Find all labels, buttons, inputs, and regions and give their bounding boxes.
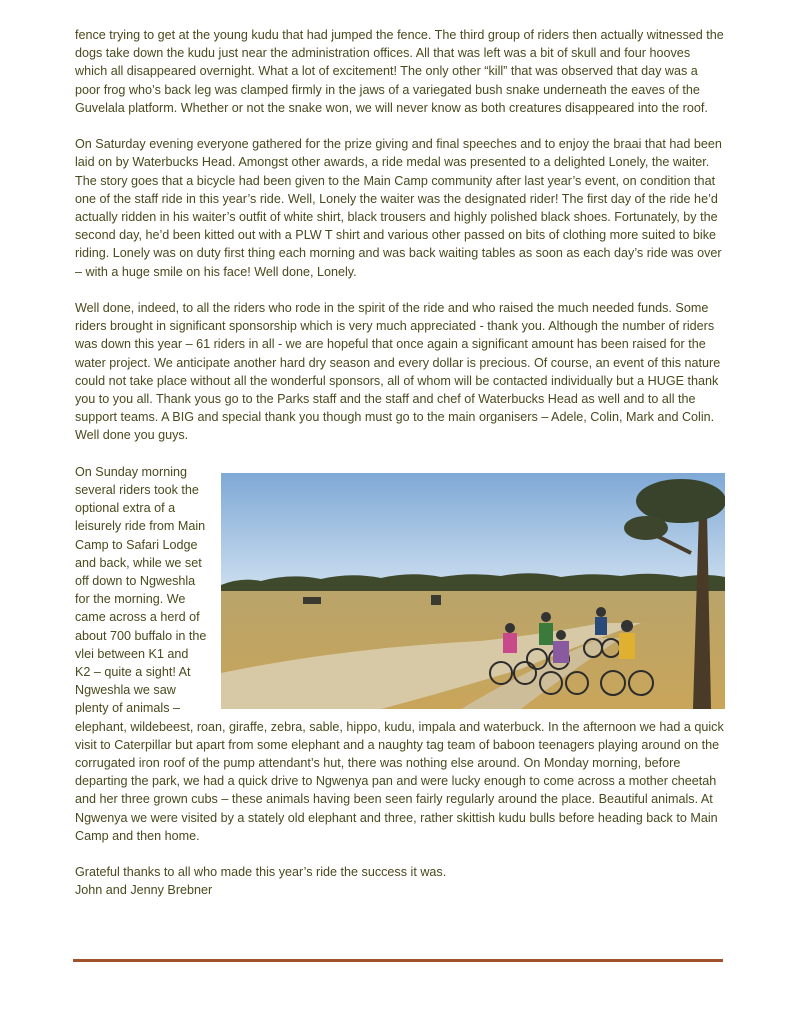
- paragraph-kudu-kill: fence trying to get at the young kudu that had jumped the fence. The third group of riders then actually witnessed the dogs take down the kudu just near the administration offices. All that was left was a bit of skull and four hooves which all disappeared overnight. What a lot of excitement! The only other “kill” that was observed that day was a poor frog who’s back leg was clamped firmly in the jaws of a variegated bush snake underneath the eaves of the Guvelala platform. Whether or not the snake won, we will never know as both creatures disappeared into the roof.: [75, 28, 724, 115]
- paragraph-thanks-riders: Well done, indeed, to all the riders who rode in the spirit of the ride and who raised the much needed funds. Some riders brought in significant sponsorship which is very much appreciated - thank you. Although the number of riders was down this year – 61 riders in all - we are hopeful that once again a significant amount has been raised for the water project. We anticipate another hard dry season and every dollar is precious. Of course, an event of this nature could not take place without all the wonderful sponsors, all of whom will be contacted individually but a HUGE thank you to you all. Thank yous go to the Parks staff and the staff and chef of Waterbucks Head as well and to all the support teams. A BIG and special thank you though must go to the main organisers – Adele, Colin, Mark and Colin. Well done you guys.: [75, 301, 721, 443]
- author-signature: John and Jenny Brebner: [75, 883, 213, 898]
- footer-divider: [73, 959, 723, 962]
- cyclists-safari-photo: [221, 473, 725, 709]
- closing-thanks: Grateful thanks to all who made this year’s ride the success it was.: [75, 865, 447, 880]
- article-body: [75, 26, 725, 900]
- paragraph-prize-giving: On Saturday evening everyone gathered for the prize giving and final speeches and to enjoy the braai that had been laid on by Waterbucks Head. Amongst other awards, a ride medal was presented to a delighted Lonely, the waiter. The story goes that a bicycle had been given to the Main Camp community after last year’s event, on condition that one of the staff ride in this year’s ride. Well, Lonely the waiter was the designated rider! The first day of the ride he’d actually ridden in his waiter’s outfit of white shirt, black trousers and highly polished black shoes. Fortunately, by the second day, he’d been kitted out with a PLW T shirt and various other passed on bits of clothing more suited to bike riding. Lonely was on duty first thing each morning and was back waiting tables as soon as each day’s ride was over – with a huge smile on his face! Well done, Lonely.: [75, 137, 722, 279]
- paragraph-sunday-ride: On Sunday morning several riders took the optional extra of a leisurely ride from Main Camp to Safari Lodge and back, while we set off down to Ngweshla for the morning. We came across a herd of about 700 buffalo in the vlei between K1 and K2 – quite a sight! At Ngweshla we saw plenty of animals – elephant, wildebeest, roan, giraffe, zebra, sable, hippo, kudu, impala and waterbuck. In the afternoon we had a quick visit to Caterpillar but apart from some elephant and a naughty tag team of baboon teenagers playing around on the corrugated iron roof of the pump attendant’s hut, there was nothing else around. On Monday morning, before departing the park, we had a quick drive to Ngwenya pan and were lucky enough to come across a mother cheetah and her three grown cubs – these animals having been seen fairly regularly around the place. Beautiful animals. At Ngwenya we were visited by a stately old elephant and three, rather skittish kudu bulls before heading back to Main Camp and then home.: [75, 464, 724, 843]
- sunday-section: [75, 463, 725, 845]
